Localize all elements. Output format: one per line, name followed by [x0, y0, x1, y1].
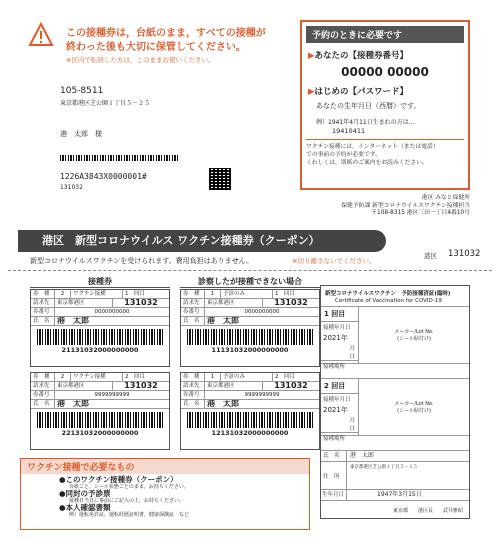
dose2-day: 日	[349, 426, 355, 432]
dose2-year: 2021年	[323, 406, 348, 414]
dose2-label: 2 回目	[321, 379, 358, 394]
reservation-info-line3: くわしくは，別紙のご案内をお読みください。	[306, 160, 428, 166]
warning-line1: この接種券は，台紙のまま，すべての接種が	[66, 28, 266, 39]
password-desc: あなたの生年月日（西暦）です。	[316, 102, 421, 110]
vaccine-ticket-dose1	[30, 289, 170, 367]
dose2-place-label: 接種場所	[321, 432, 358, 443]
sender-line2: 保健予防課 新型コロナウイルスワクチン接種担当	[341, 202, 470, 209]
warning-note: ※区内で転居した方は，このままお使いください。	[66, 56, 215, 64]
needs-item-id-sub: 例）運転免許証，運転経歴証明書，健康保険証 など	[69, 512, 190, 518]
ticket-name-row: 氏 名 港 太郎	[31, 400, 169, 409]
ticket-barcode	[37, 412, 163, 428]
certificate-title: 新型コロナウイルスワクチン 予防接種済証(臨時)	[325, 291, 451, 297]
qr-code	[209, 168, 231, 190]
ticket-city-row: 請求先 東京都港区 131032	[31, 299, 169, 308]
ticket-barcode-number: 21131032000000000	[61, 346, 139, 354]
reservation-box	[300, 20, 470, 190]
banner-title: 港区 新型コロナウイルス ワクチン接種券（クーポン）	[42, 234, 320, 247]
warning-icon	[28, 22, 54, 48]
ticket-number-label: ▶あなたの【接種券番号】	[308, 51, 409, 61]
dose1-lot-label: メーカー/Lot No.	[394, 329, 434, 335]
postal-barcode	[60, 155, 180, 161]
vaccine-ticket-dose2	[30, 372, 170, 450]
cert-name-row: 氏 名 港 太郎	[321, 451, 469, 462]
dose1-year: 2021年	[323, 334, 348, 342]
ticket-kind-row: 券 種 2 ワクチン接種 1 回目	[31, 290, 169, 299]
recipient-name: 港 太郎 様	[60, 130, 102, 138]
banner-ward: 港区	[424, 252, 437, 260]
address: 東京都港区芝公園１丁目５－２５	[60, 100, 151, 107]
ticket-barcode	[187, 412, 313, 428]
ticket-city-row: 請求先 東京都港区 131032	[31, 382, 169, 391]
code-line2: 131032	[60, 184, 83, 191]
ticket-header-left: 接種券	[30, 276, 170, 288]
needs-item-id: ●本人確認書類	[59, 503, 111, 512]
ticket-barcode-number: 11131032000000000	[211, 346, 289, 354]
ticket-kind-row: 券 種 1 予診のみ 2 回目	[181, 373, 319, 382]
coupon-notice: 新型コロナウイルスワクチンを受けられます。費用負担はありません。	[30, 257, 254, 265]
ticket-name-row: 氏 名 港 太郎	[181, 400, 319, 409]
reservation-info-line2: での事前の予約が必要です。	[306, 152, 381, 158]
ticket-barcode-number: 12131032000000000	[211, 429, 289, 437]
ticket-number: 00000 00000	[341, 65, 429, 79]
ticket-name-row: 氏 名 港 太郎	[181, 317, 319, 326]
code-line1: 1226A3843X0000001#	[60, 172, 147, 181]
reservation-title: 予約のときに必要です	[306, 26, 464, 43]
certificate-footer: 東京都 港区長 武井雅昭	[392, 508, 463, 514]
warning-line2: 終わった後も大切に保管してください。	[66, 42, 246, 53]
needs-item-questionnaire-sub: 接種日当日に事前にご記入の上，お持ちください。	[69, 498, 185, 504]
password-example-value: 19410411	[332, 127, 366, 135]
cert-birth-row: 生年月日 1947年3月15日	[321, 490, 469, 501]
ticket-header-right: 診察したが接種できない場合	[180, 276, 320, 288]
ticket-kind-row: 券 種 2 ワクチン接種 2 回目	[31, 373, 169, 382]
password-example: 例）1941年4月11日生まれの方は…	[316, 119, 415, 126]
banner	[18, 230, 386, 252]
ticket-id-row: 券番号 9999999999	[181, 391, 319, 400]
dose1-label: 1 回目	[321, 307, 358, 322]
ticket-id-row: 券番号 0000000000	[31, 308, 169, 317]
reservation-info	[306, 139, 464, 167]
dose2-lot-label: メーカー/Lot No.	[394, 401, 434, 407]
dose2-lot-sticker: (シール貼付け)	[397, 408, 431, 414]
reservation-info-line1: ワクチン接種には，インターネット（または電話）	[306, 144, 439, 150]
cut-note: ※切り離さないでください。	[292, 257, 376, 265]
certificate-subtitle: Certificate of Vaccination for COVID-19	[335, 298, 442, 304]
sender	[300, 195, 470, 218]
ticket-city-row: 請求先 東京都港区 131032	[181, 382, 319, 391]
vaccination-certificate	[320, 285, 470, 519]
needs-item-coupon-sub: 台紙ごと，シール状態ごとのまま，お持ちください。	[69, 484, 189, 490]
ticket-name-row: 氏 名 港 太郎	[31, 317, 169, 326]
ticket-city-row: 請求先 東京都港区 131032	[181, 299, 319, 308]
ticket-barcode	[187, 329, 313, 345]
dose1-section	[321, 306, 469, 370]
preliminary-ticket-dose2	[180, 372, 320, 450]
ticket-id-row: 券番号 9999999999	[31, 391, 169, 400]
preliminary-ticket-dose1	[180, 289, 320, 367]
password-label: ▶はじめの【パスワード】	[308, 87, 409, 97]
postal-code: 105-8511	[60, 86, 104, 96]
ticket-kind-row: 券 種 1 予診のみ 1 回目	[181, 290, 319, 299]
needs-item-coupon: ●このワクチン接種券（クーポン）	[59, 475, 178, 484]
ticket-id-row: 券番号 0000000000	[181, 308, 319, 317]
dose1-month: 月	[349, 346, 355, 352]
dose1-place-label: 接種場所	[321, 360, 358, 371]
ticket-barcode-number: 22131032000000000	[61, 429, 139, 437]
banner-code: 131032	[448, 249, 481, 259]
dose1-lot-sticker: (シール貼付け)	[397, 336, 431, 342]
dose2-date-label: 接種年月日	[323, 397, 351, 403]
needs-item-questionnaire: ●同封の予診票	[59, 489, 111, 498]
dashed-divider	[8, 270, 492, 271]
sender-line1: 港区 みなと保健所	[421, 195, 470, 201]
needs-section	[20, 458, 310, 530]
needs-title: ワクチン接種で必要なもの	[21, 459, 309, 474]
dose2-month: 月	[349, 418, 355, 424]
dose1-day: 日	[349, 354, 355, 360]
sender-line3: 〒108-8315 港区三田一丁目4番10号	[371, 210, 470, 216]
dose2-section	[321, 378, 469, 442]
cert-address-row: 住 所 東京都港区芝公園１丁目５－２５	[321, 462, 469, 490]
dose1-date-label: 接種年月日	[323, 325, 351, 331]
ticket-barcode	[37, 329, 163, 345]
